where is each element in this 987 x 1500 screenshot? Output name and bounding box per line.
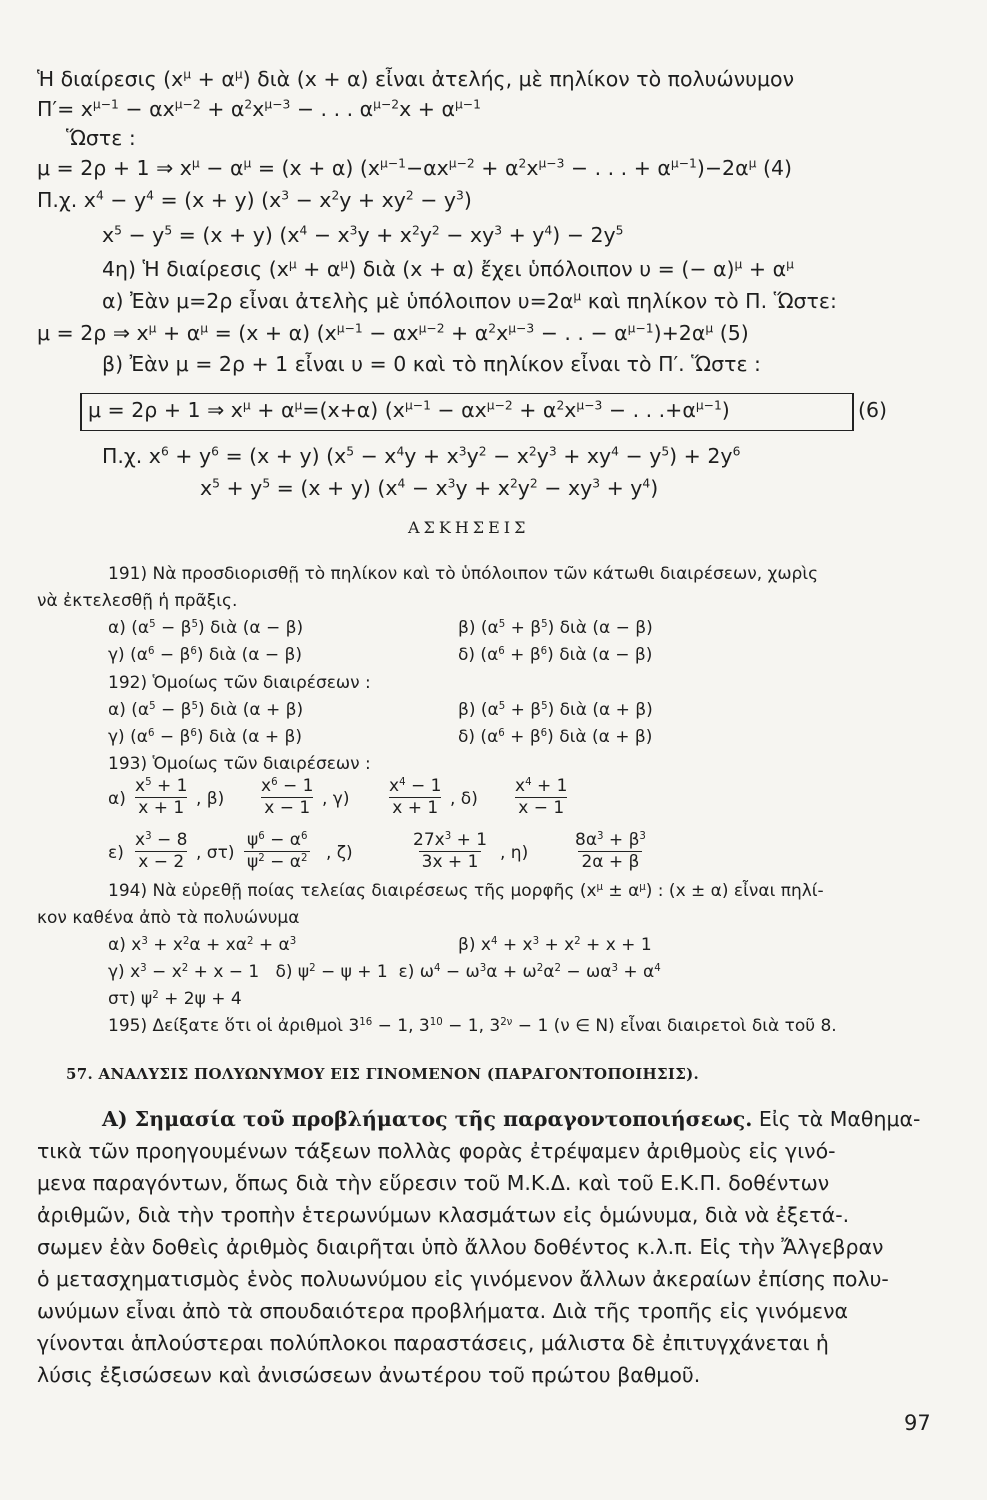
fraction-denominator: x − 1 xyxy=(261,797,313,819)
text-line: Ἡ διαίρεσις $(x^\mu + \alpha^\mu)$ διὰ (x + α) εἶναι ἀτελής, μὲ πηλίκον τὸ πολυώνυμον xyxy=(37,67,795,91)
fraction-denominator: x − 1 xyxy=(515,797,567,819)
fraction xyxy=(132,776,190,819)
exercise-item: δ) $(\alpha^6 + \beta^6)$ διὰ (α + β) xyxy=(458,727,653,747)
text-line: α) Ἐὰν μ=2ρ εἶναι ἀτελὴς μὲ ὑπόλοιπον $\upsilon=2\alpha^\mu$ καὶ πηλίκον τὸ Π. Ὥστε: xyxy=(102,289,837,313)
fraction-denominator: 3x + 1 xyxy=(419,851,482,873)
exercise-item: στ) $\psi^2 + 2\psi + 4$ xyxy=(108,989,242,1009)
paragraph-text: Εἰς τὰ Μαθημα- xyxy=(752,1107,921,1131)
fraction-numerator: $x^4 + 1$ xyxy=(515,776,568,796)
exercise-191: 191) Νὰ προσδιορισθῇ τὸ πηλίκον καὶ τὸ ὑπόλοιπον τῶν κάτωθι διαιρέσεων, χωρὶς xyxy=(108,564,819,584)
text-line: Ὥστε : xyxy=(66,126,136,150)
example-line: $x^5 + y^5 = (x + y) (x^4 - x^3y + x^2y^2 - xy^3 + y^4)$ xyxy=(200,476,659,500)
fraction xyxy=(258,776,316,819)
fraction xyxy=(410,830,490,873)
fraction xyxy=(244,830,310,873)
formula-6: μ = 2ρ + 1 ⇒ $x^\mu + \alpha^\mu=(x+\alpha) (x^{\mu-1} - \alpha x^{\mu-2} + \alpha^2x^{\mu-3}$ − . . $.+\alpha^{\mu-1}$) xyxy=(88,398,730,422)
fraction-label: , δ) xyxy=(450,789,478,809)
exercise-item: γ) $(\alpha^6 - \beta^6)$ διὰ (α − β) xyxy=(108,645,302,665)
fraction-numerator: $8\alpha^3 + \beta^3$ xyxy=(575,830,646,850)
example-line: Π.χ. $x^6 + y^6 = (x + y) (x^5 - x^4y + x^3y^2 - x^2y^3 + xy^4 - y^5) + 2y^6$ xyxy=(102,444,741,468)
exercise-item: α) $(\alpha^5 - \beta^5)$ διὰ (α − β) xyxy=(108,618,304,638)
exercise-193: 193) Ὁμοίως τῶν διαιρέσεων : xyxy=(108,754,371,774)
text-line: $\Pi'= x^{\mu-1} - \alpha x^{\mu-2} + \alpha^2x^{\mu-3}$ − . . . $\alpha^{\mu-2}x + \alpha^{\mu-1}$ xyxy=(37,97,481,121)
text-line: 4η) Ἡ διαίρεσις $(x^\mu + \alpha^\mu)$ διὰ (x + α) ἔχει ὑπόλοιπον υ = (− $\alpha)^\mu + \alpha^\mu$ xyxy=(102,257,794,281)
fraction-numerator: $x^6 - 1$ xyxy=(261,776,314,796)
fraction xyxy=(512,776,570,819)
subsection-title: Α) Σημασία τοῦ προβλήματος τῆς παραγοντοποιήσεως. xyxy=(102,1107,753,1131)
fraction-label: , η) xyxy=(500,843,529,863)
exercise-item: β) $(\alpha^5 + \beta^5)$ διὰ (α − β) xyxy=(458,618,653,638)
exercise-item: β) $x^4 + x^3 + x^2 + x + 1$ xyxy=(458,935,652,955)
exercise-195: 195) Δείξατε ὅτι οἱ ἀριθμοὶ $3^{16} - 1$, $3^{10} - 1$, $3^{2\nu} - 1$ (ν ∈ N) εἶναι διαιρετοὶ διὰ τοῦ 8. xyxy=(108,1016,837,1036)
fraction-numerator: $\psi^6 - \alpha^6$ xyxy=(247,830,308,850)
fraction xyxy=(572,830,649,873)
page-number: 97 xyxy=(904,1411,931,1435)
fraction xyxy=(132,830,190,873)
fraction-denominator: $\psi^2 - \alpha^2$ xyxy=(244,851,310,873)
exercise-text: κον καθένα ἀπὸ τὰ πολυώνυμα xyxy=(37,908,300,928)
paragraph-line: ἀριθμῶν, διὰ τὴν τροπὴν ἑτερωνύμων κλασμάτων εἰς ὁμώνυμα, διὰ νὰ ἐξετά-. xyxy=(37,1203,850,1227)
section-heading-exercises: ΑΣΚΗΣΕΙΣ xyxy=(408,518,530,537)
paragraph-line: σωμεν ἐὰν δοθεὶς ἀριθμὸς διαιρῆται ὑπὸ ἄλλου δοθέντος κ.λ.π. Εἰς τὴν Ἄλγεβραν xyxy=(37,1235,884,1259)
formula-4: μ = 2ρ + 1 ⇒ $x^\mu - \alpha^\mu = (x + \alpha) (x^{\mu-1}-\alpha x^{\mu-2} + \alpha^2x^{\mu-3}$ − . . . + $\alpha^{\mu-1})-2\alpha^\mu$ (4) xyxy=(37,156,792,180)
fraction-label: α) xyxy=(108,789,126,809)
fraction-label: , γ) xyxy=(322,789,350,809)
paragraph-line: λύσις ἐξισώσεων καὶ ἀνισώσεων ἀνωτέρου τοῦ πρώτου βαθμοῦ. xyxy=(37,1363,701,1387)
paragraph-line: γίνονται ἁπλούστεραι πολύπλοκοι παραστάσεις, μάλιστα δὲ ἐπιτυγχάνεται ἡ xyxy=(37,1331,829,1355)
paragraph-line: ωνύμων εἶναι ἀπὸ τὰ σπουδαιότερα προβλήματα. Διὰ τῆς τροπῆς εἰς γινόμενα xyxy=(37,1299,849,1323)
exercise-194: 194) Νὰ εὑρεθῇ ποίας τελείας διαιρέσεως τῆς μορφῆς $(x^\mu \pm \alpha^\mu)$ : (x ± α) εἶναι πηλί- xyxy=(108,881,824,901)
fraction-denominator: x + 1 xyxy=(135,797,187,819)
formula-number: (6) xyxy=(858,398,888,422)
fraction-numerator: $27x^3 + 1$ xyxy=(413,830,488,850)
exercise-item: β) $(\alpha^5 + \beta^5)$ διὰ (α + β) xyxy=(458,700,653,720)
fraction-numerator: $x^5 + 1$ xyxy=(135,776,188,796)
paragraph-line: μενα παραγόντων, ὅπως διὰ τὴν εὕρεσιν τοῦ Μ.Κ.Δ. καὶ τοῦ Ε.Κ.Π. δοθέντων xyxy=(37,1171,830,1195)
exercise-item: α) $(\alpha^5 - \beta^5)$ διὰ (α + β) xyxy=(108,700,304,720)
example-line: Π.χ. $x^4 - y^4 = (x + y) (x^3 - x^2y + xy^2 - y^3)$ xyxy=(37,188,472,212)
exercise-item: γ) $x^3 - x^2 + x - 1$ δ) $\psi^2 - \psi + 1$ ε) $\omega^4 - \omega^3\alpha + \omega^2\alpha^2 - \omega\alpha^3 + \alpha^4$ xyxy=(108,962,661,982)
paragraph-line: τικὰ τῶν προηγουμένων τάξεων πολλὰς φορὰς ἐτρέψαμεν ἀριθμοὺς εἰς γινό- xyxy=(37,1139,836,1163)
fraction-denominator: 2α + β xyxy=(578,851,642,873)
fraction-denominator: x + 1 xyxy=(389,797,441,819)
formula-5: μ = 2ρ ⇒ $x^\mu + \alpha^\mu = (x + \alpha) (x^{\mu-1} - \alpha x^{\mu-2} + \alpha^2x^{\mu-3}$ − . . − $\alpha^{\mu-1})+2\alpha^\mu$ (5) xyxy=(37,321,749,345)
fraction-label: ε) xyxy=(108,843,124,863)
fraction-denominator: x − 2 xyxy=(135,851,187,873)
exercise-item: γ) $(\alpha^6 - \beta^6)$ διὰ (α + β) xyxy=(108,727,302,747)
section-57-title: 57. ΑΝΑΛΥΣΙΣ ΠΟΛΥΩΝΥΜΟΥ ΕΙΣ ΓΙΝΟΜΕΝΟΝ (ΠΑΡΑΓΟΝΤΟΠΟΙΗΣΙΣ). xyxy=(66,1065,700,1083)
exercise-text: νὰ ἐκτελεσθῇ ἡ πρᾶξις. xyxy=(37,591,238,611)
exercise-192: 192) Ὁμοίως τῶν διαιρέσεων : xyxy=(108,673,371,693)
fraction-label: , β) xyxy=(196,789,225,809)
fraction-numerator: $x^3 - 8$ xyxy=(135,830,188,850)
fraction-numerator: $x^4 - 1$ xyxy=(389,776,442,796)
exercise-item: δ) $(\alpha^6 + \beta^6)$ διὰ (α − β) xyxy=(458,645,653,665)
fraction-label: , ζ) xyxy=(326,843,353,863)
exercise-item: α) $x^3 + x^2\alpha + x\alpha^2 + \alpha^3$ xyxy=(108,935,297,955)
paragraph-line: ὁ μετασχηματισμὸς ἑνὸς πολυωνύμου εἰς γινόμενον ἄλλων ἀκεραίων ἐπίσης πολυ- xyxy=(37,1267,889,1291)
fraction xyxy=(386,776,444,819)
fraction-label: , στ) xyxy=(196,843,235,863)
example-line: $x^5 - y^5 = (x + y) (x^4 - x^3y + x^2y^2 - xy^3 + y^4) - 2y^5$ xyxy=(102,223,624,247)
paragraph-line xyxy=(102,1106,920,1132)
text-line: β) Ἐὰν μ = 2ρ + 1 εἶναι υ = 0 καὶ τὸ πηλίκον εἶναι τὸ Π′. Ὥστε : xyxy=(102,352,761,376)
